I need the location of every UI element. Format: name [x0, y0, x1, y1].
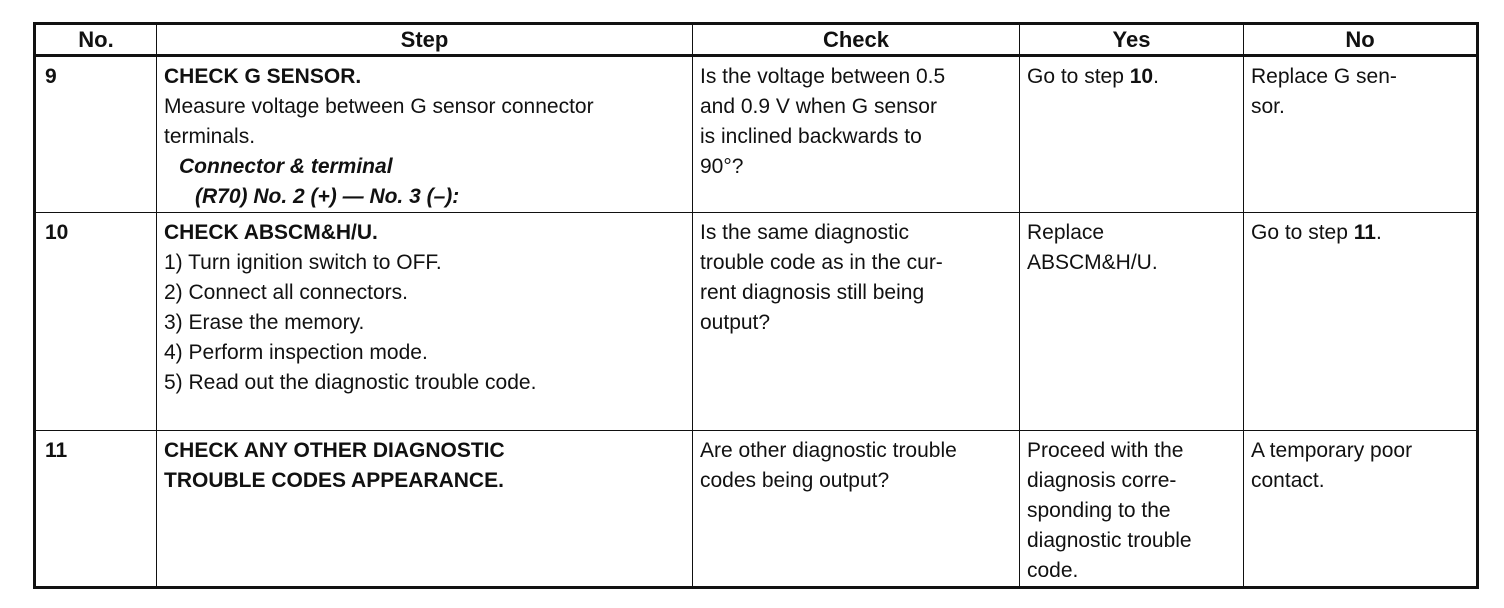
check-cell [693, 213, 1020, 431]
yes-line: sponding to the [1027, 499, 1171, 522]
step-title: CHECK ABSCM&H/U. [164, 221, 378, 244]
step-cell [157, 431, 693, 588]
check-line: Are other diagnostic trouble [700, 439, 957, 462]
no-action [1251, 218, 1470, 248]
check-cell [693, 431, 1020, 588]
connector-terminal-label: Connector & terminal [179, 155, 393, 178]
step-number-cell [35, 213, 157, 431]
check-cell [693, 56, 1020, 213]
check-line: trouble code as in the cur- [700, 251, 943, 274]
check-line: and 0.9 V when G sensor [700, 95, 937, 118]
yes-line: Proceed with the [1027, 439, 1184, 462]
yes-suffix: . [1153, 65, 1159, 88]
step-number-cell [35, 431, 157, 588]
table-header-row [35, 24, 1478, 56]
check-line: output? [700, 311, 771, 334]
no-line: A temporary poor [1251, 439, 1413, 462]
table-row-step-9 [35, 56, 1478, 213]
no-prefix: Go to step [1251, 221, 1354, 244]
table-row-step-11 [35, 431, 1478, 588]
step-cell [157, 213, 693, 431]
step-line: 5) Read out the diagnostic trouble code. [164, 371, 537, 394]
connector-terminal-value: (R70) No. 2 (+) — No. 3 (–): [195, 185, 460, 208]
no-line: contact. [1251, 469, 1325, 492]
step-title: CHECK ANY OTHER DIAGNOSTIC [164, 439, 505, 462]
step-title: TROUBLE CODES APPEARANCE. [164, 469, 504, 492]
check-line: Is the voltage between 0.5 [700, 65, 946, 88]
check-line: rent diagnosis still being [700, 281, 925, 304]
check-line: 90°? [700, 155, 744, 178]
step-title: CHECK G SENSOR. [164, 65, 362, 88]
no-line: Replace G sen- [1251, 65, 1397, 88]
yes-cell [1020, 431, 1244, 588]
yes-cell [1020, 56, 1244, 213]
step-cell [157, 56, 693, 213]
no-cell [1244, 431, 1478, 588]
step-line: 3) Erase the memory. [164, 311, 365, 334]
step-line: 4) Perform inspection mode. [164, 341, 428, 364]
diagnostic-procedure-table [33, 22, 1479, 589]
yes-cell [1020, 213, 1244, 431]
header-no-result: No [1244, 24, 1478, 56]
check-line: is inclined backwards to [700, 125, 922, 148]
yes-line: diagnostic trouble [1027, 529, 1192, 552]
yes-line: diagnosis corre- [1027, 469, 1177, 492]
goto-step-number: 10 [1129, 65, 1154, 88]
step-line: 1) Turn ignition switch to OFF. [164, 251, 442, 274]
no-cell [1244, 56, 1478, 213]
table-row-step-10 [35, 213, 1478, 431]
yes-line: Replace [1027, 221, 1105, 244]
step-line: Measure voltage between G sensor connector [164, 95, 594, 118]
yes-line: code. [1027, 559, 1079, 582]
header-yes: Yes [1020, 24, 1244, 56]
step-number: 9 [45, 65, 57, 88]
no-line: sor. [1251, 95, 1285, 118]
step-number: 10 [45, 221, 69, 244]
yes-line: ABSCM&H/U. [1027, 251, 1158, 274]
step-line: 2) Connect all connectors. [164, 281, 408, 304]
no-cell [1244, 213, 1478, 431]
header-check: Check [693, 24, 1020, 56]
yes-prefix: Go to step [1027, 65, 1130, 88]
check-line: Is the same diagnostic [700, 221, 909, 244]
step-line: terminals. [164, 125, 256, 148]
goto-step-number: 11 [1353, 221, 1376, 244]
header-step: Step [157, 24, 693, 56]
step-number-cell [35, 56, 157, 213]
check-line: codes being output? [700, 469, 890, 492]
no-suffix: . [1375, 221, 1382, 244]
header-no: No. [35, 24, 157, 56]
yes-action [1027, 62, 1237, 92]
step-number: 11 [45, 439, 68, 462]
